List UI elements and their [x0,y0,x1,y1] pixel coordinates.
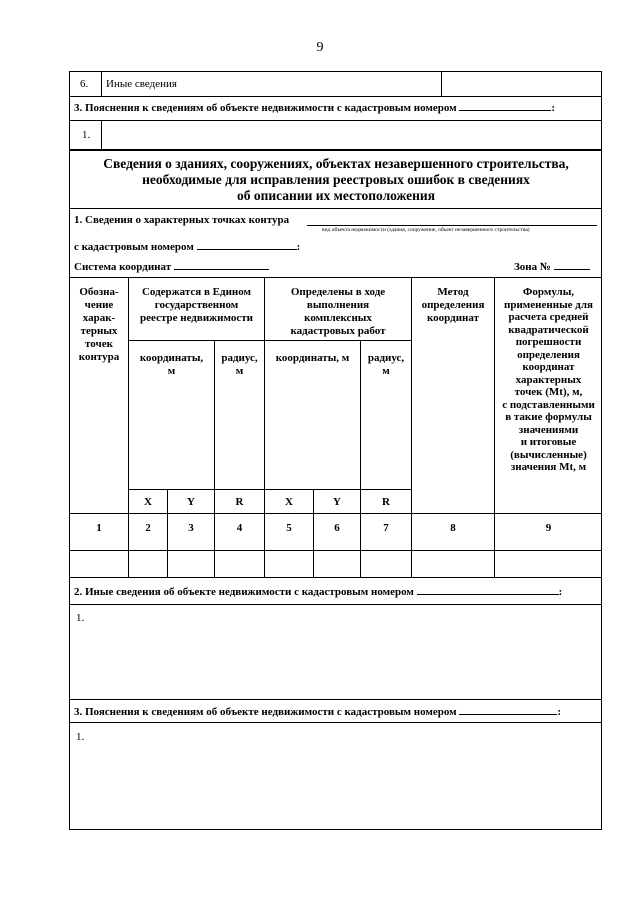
col-number-6: 6 [334,522,340,534]
col-number-8: 8 [450,522,456,534]
egrn-radius-header: радиус, м [221,352,258,377]
page-number: 9 [316,40,324,55]
section2-row-number: 1. [76,612,85,624]
row1-top-number: 1. [82,129,91,141]
section3-cadastral-field[interactable] [459,714,557,715]
egrn-r-header: R [235,496,244,508]
col-number-7: 7 [383,522,389,534]
row6-number: 6. [80,78,89,90]
cadastral-number-field-2[interactable] [197,249,297,250]
section2-text-area[interactable] [70,605,601,698]
col-complex-works: Определены в ходе выполнения комплексных кадастровых работ [290,286,386,337]
col-formulas: Формулы, примененные для расчета средней квадратической погрешности определения координат характерных точек (Mt), м, с подставленными в такие формулы значениями и итоговые (вычисленные) значения Mt, м [502,286,595,473]
col-number-5: 5 [286,522,292,534]
object-type-hint: вид объекта недвижимости (здания, сооружение, объект незавершенного строительства) [322,227,530,233]
section3-top-label: 3. Пояснения к сведениям об объекте недвижимости с кадастровым номером : [74,102,556,114]
coordinate-system-field[interactable] [174,269,269,270]
object-type-field[interactable] [307,225,597,226]
coordinate-system-line: Система координат [74,261,269,274]
section3-row-number: 1. [76,731,85,743]
egrn-x-header: X [144,496,152,508]
section3-text-area[interactable] [70,723,601,829]
col-point-designation: Обозна- чение харак- терных точек контура [78,286,120,363]
col-number-9: 9 [545,522,552,534]
col-number-4: 4 [236,522,243,534]
section3-label: 3. Пояснения к сведениям об объекте недвижимости с кадастровым номером : [74,706,562,718]
col-number-3: 3 [188,522,194,534]
section2-cadastral-field[interactable] [417,594,559,595]
kkr-coordinates-header: координаты, м [275,352,350,364]
cadastral-line: с кадастровым номером : [74,241,301,253]
row6-label: Иные сведения [106,78,177,90]
cadastral-number-field[interactable] [459,110,551,111]
col-number-2: 2 [145,522,151,534]
kkr-y-header: Y [333,496,341,508]
kkr-radius-header: радиус, м [367,352,405,377]
table-row[interactable] [70,551,601,577]
col-method: Метод определения координат [421,286,485,324]
section1-label: 1. Сведения о характерных точках контура [74,214,290,226]
kkr-x-header: X [285,496,293,508]
egrn-y-header: Y [187,496,195,508]
col-egrn: Содержатся в Едином государственном реестре недвижимости [140,286,253,324]
egrn-coordinates-header: координаты, м [139,352,204,377]
kkr-r-header: R [382,496,390,508]
section-heading: Сведения о зданиях, сооружениях, объектах незавершенного строительства, необходимые для исправления реестровых ошибок в сведениях об описании их местоположения [103,156,569,203]
col-number-1: 1 [96,522,102,534]
zone-line: Зона № [514,261,590,274]
zone-field[interactable] [554,269,590,270]
section2-label: 2. Иные сведения об объекте недвижимости с кадастровым номером : [74,586,563,598]
